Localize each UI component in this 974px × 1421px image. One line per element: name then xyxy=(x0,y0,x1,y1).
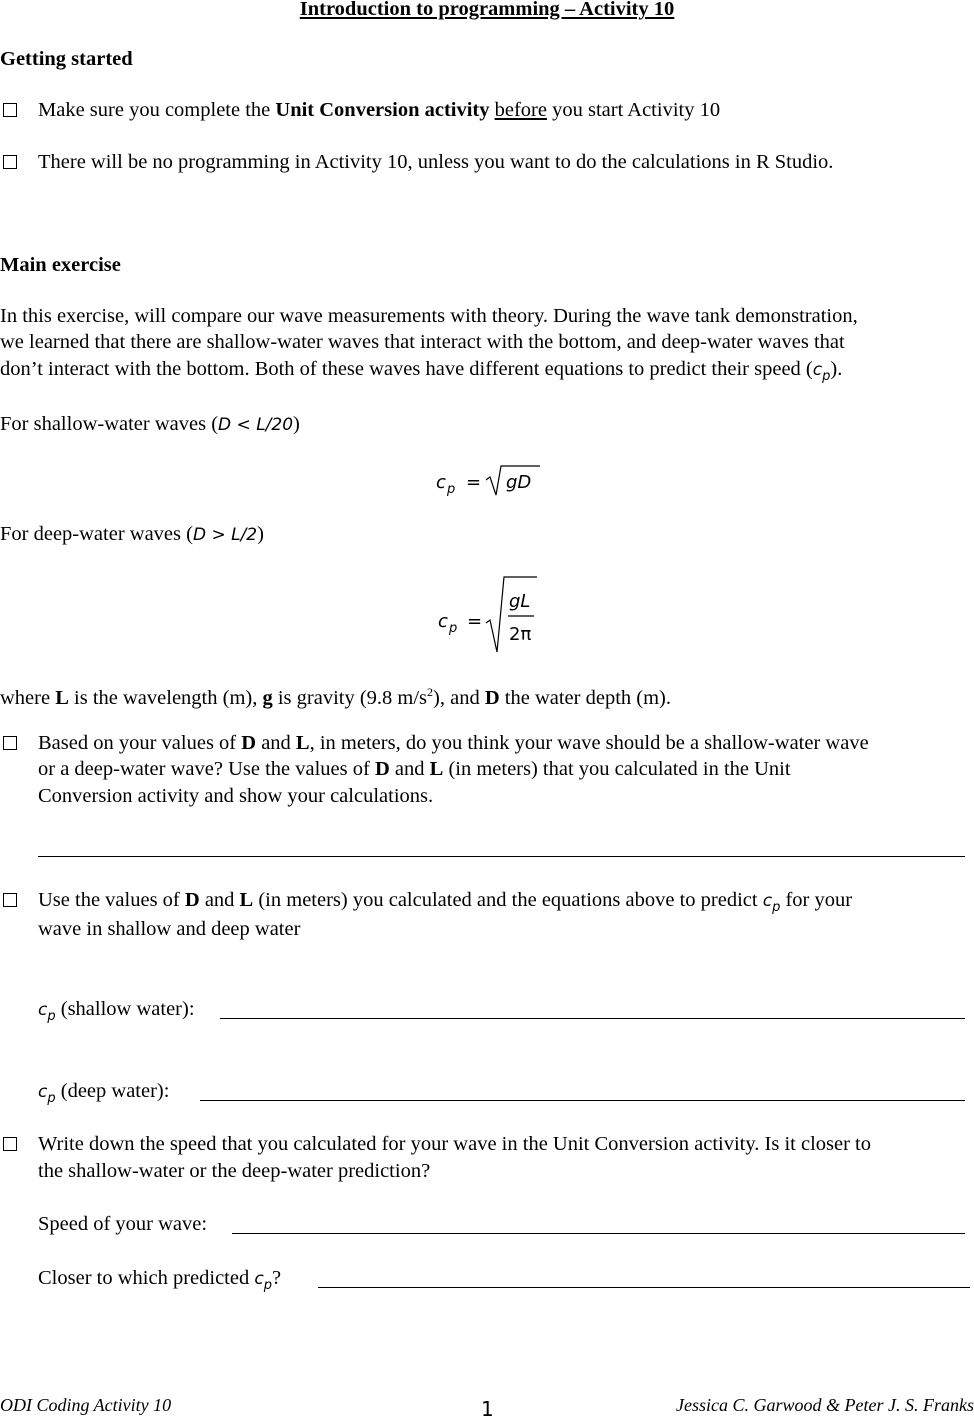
question-text: Use the values of D and L (in meters) you calculated and the equations above to predict $c_p$ for your xyxy=(38,889,853,915)
svg-text:p: p xyxy=(449,621,458,636)
question-text: or a deep-water wave? Use the values of D and L (in meters) that you calculated in the Unit xyxy=(38,758,791,780)
intro-line: don’t interact with the bottom. Both of these waves have different equations to predict their speed $(c_p)$. xyxy=(0,358,843,384)
checkbox-icon[interactable] xyxy=(3,1137,17,1151)
svg-text:c: c xyxy=(436,472,446,493)
shallow-cp-label: $c_p$ (shallow water): xyxy=(38,998,195,1024)
closer-label: Closer to which predicted $c_p$? xyxy=(38,1267,282,1293)
deep-cp-answer-line[interactable] xyxy=(200,1100,965,1101)
checklist-text: Make sure you complete the Unit Conversion activity before you start Activity 10 xyxy=(38,99,721,121)
svg-text:=: = xyxy=(466,472,482,493)
question-text: Write down the speed that you calculated for your wave in the Unit Conversion activity. Is it closer to xyxy=(38,1133,871,1155)
shallow-cp-answer-line[interactable] xyxy=(220,1018,965,1019)
closer-answer-line[interactable] xyxy=(318,1287,970,1288)
checkbox-icon[interactable] xyxy=(3,736,17,750)
question-text: wave in shallow and deep water xyxy=(38,918,301,940)
checkbox-icon[interactable] xyxy=(3,103,17,117)
section-heading-getting-started: Getting started xyxy=(0,48,133,70)
svg-text:=: = xyxy=(467,611,483,632)
svg-text:2π: 2π xyxy=(509,624,532,645)
shallow-water-label: For shallow-water waves (D < L/20) xyxy=(0,413,300,435)
svg-text:c: c xyxy=(438,611,448,632)
question-text: Conversion activity and show your calculations. xyxy=(38,785,434,807)
svg-text:gL: gL xyxy=(509,591,531,612)
intro-line: In this exercise, will compare our wave measurements with theory. During the wave tank demonstration, xyxy=(0,305,858,327)
speed-label: Speed of your wave: xyxy=(38,1213,208,1235)
svg-text:gD: gD xyxy=(506,472,532,493)
checkbox-icon[interactable] xyxy=(3,155,17,169)
deep-water-label: For deep-water waves (D > L/2) xyxy=(0,523,264,545)
variable-definitions: where L is the wavelength (m), g is gravity (9.8 $m/s^2$), and D the water depth (m). xyxy=(0,685,671,709)
footer-left: ODI Coding Activity 10 xyxy=(0,1395,172,1415)
page-number: 1 xyxy=(481,1397,494,1421)
checklist-text: There will be no programming in Activity 10, unless you want to do the calculations in R Studio. xyxy=(38,151,834,173)
speed-answer-line[interactable] xyxy=(232,1233,965,1234)
shallow-water-equation xyxy=(430,462,550,502)
section-heading-main-exercise: Main exercise xyxy=(0,254,121,276)
checkbox-icon[interactable] xyxy=(3,893,17,907)
page-title: Introduction to programming – Activity 10 xyxy=(299,0,675,20)
footer-right: Jessica C. Garwood & Peter J. S. Franks xyxy=(676,1395,974,1415)
intro-line: we learned that there are shallow-water waves that interact with the bottom, and deep-water waves that xyxy=(0,331,845,353)
answer-line[interactable] xyxy=(38,856,965,857)
deep-cp-label: $c_p$ (deep water): xyxy=(38,1080,170,1106)
question-text: Based on your values of D and L, in meters, do you think your wave should be a shallow-water wave xyxy=(38,732,869,754)
question-text: the shallow-water or the deep-water prediction? xyxy=(38,1160,431,1182)
deep-water-equation xyxy=(430,570,550,656)
svg-text:p: p xyxy=(447,482,456,497)
